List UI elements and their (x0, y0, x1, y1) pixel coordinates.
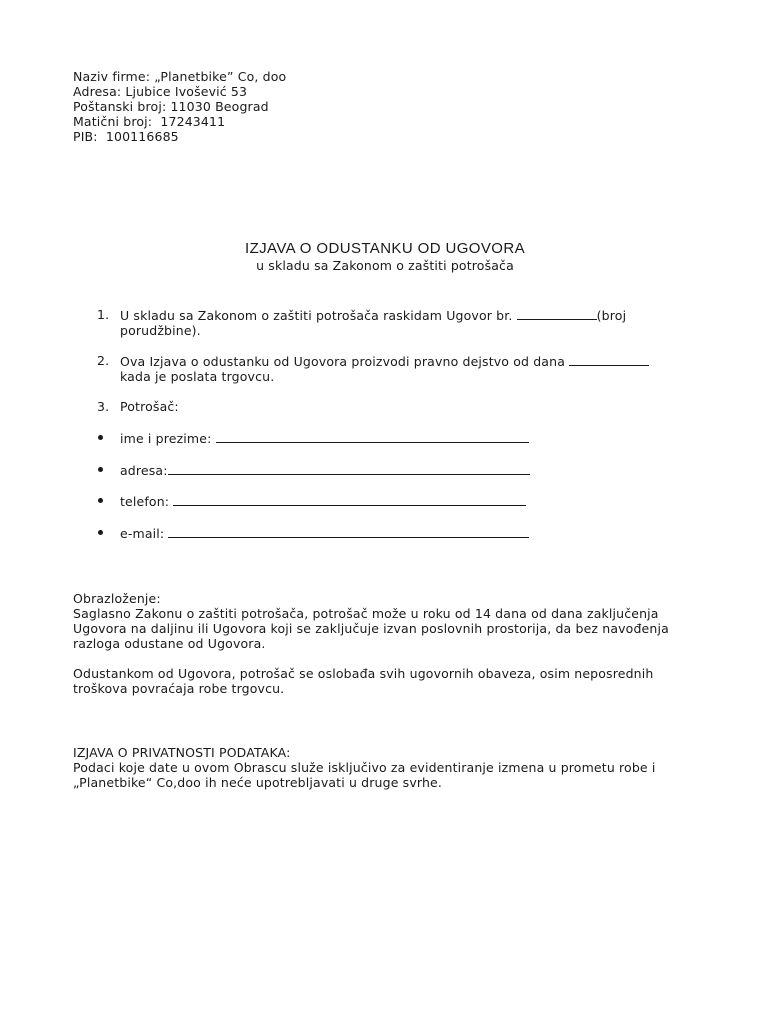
item-text: Potrošač: (120, 399, 179, 414)
explanation-section (73, 591, 669, 651)
explanation-text: Ugovora na daljinu ili Ugovora koji se zaključuje izvan poslovnih prostorija, da bez navođenja (73, 621, 669, 636)
company-name: Naziv firme: „Planetbike” Co, doo (73, 69, 287, 84)
privacy-heading: IZJAVA O PRIVATNOSTI PODATAKA: (73, 745, 291, 760)
bullet-icon (98, 498, 103, 503)
bullet-icon (98, 435, 103, 440)
company-pib: PIB: 100116685 (73, 129, 179, 144)
date-field[interactable] (569, 353, 649, 366)
document-subtitle: u skladu sa Zakonom o zaštiti potrošača (256, 258, 514, 273)
email-input-line[interactable] (168, 525, 529, 538)
field-label: ime i prezime: (120, 431, 216, 446)
bullet-icon (98, 530, 103, 535)
order-number-field[interactable] (517, 307, 597, 320)
document-title-block (0, 240, 770, 274)
item-number: 1. (97, 307, 110, 322)
item-text-suffix: (broj (596, 308, 627, 323)
privacy-text: „Planetbike“ Co,doo ih neće upotrebljavati u druge svrhe. (73, 775, 442, 790)
withdrawal-effect-paragraph (73, 666, 653, 696)
company-info (73, 69, 286, 144)
item-text-continued: porudžbine). (120, 323, 201, 338)
item-number: 3. (97, 399, 110, 414)
paragraph-text: Odustankom od Ugovora, potrošač se oslobađa svih ugovornih obaveza, osim neposrednih (73, 666, 654, 681)
explanation-text: razloga odustane od Ugovora. (73, 636, 266, 651)
paragraph-text: troškova povraćaja robe trgovcu. (73, 681, 285, 696)
document-title: IZJAVA O ODUSTANKU OD UGOVORA (245, 240, 525, 257)
explanation-text: Saglasno Zakonu o zaštiti potrošača, potrošač može u roku od 14 dana od dana zaključenja (73, 606, 659, 621)
name-input-line[interactable] (216, 430, 529, 443)
phone-input-line[interactable] (173, 493, 526, 506)
bullet-icon (98, 467, 103, 472)
company-postal: Poštanski broj: 11030 Beograd (73, 99, 269, 114)
privacy-text: Podaci koje date u ovom Obrascu služe isključivo za evidentiranje izmena u prometu robe i (73, 760, 656, 775)
item-text: Ova Izjava o odustanku od Ugovora proizvodi pravno dejstvo od dana (120, 354, 570, 369)
company-address: Adresa: Ljubice Ivošević 53 (73, 84, 248, 99)
field-label: telefon: (120, 494, 174, 509)
item-text: U skladu sa Zakonom o zaštiti potrošača raskidam Ugovor br. (120, 308, 517, 323)
item-text-continued: kada je poslata trgovcu. (120, 369, 275, 384)
privacy-section (73, 745, 656, 790)
company-registration-number: Matični broj: 17243411 (73, 114, 226, 129)
field-label: adresa: (120, 463, 168, 478)
field-label: e-mail: (120, 526, 169, 541)
item-number: 2. (97, 353, 110, 368)
explanation-heading: Obrazloženje: (73, 591, 161, 606)
address-input-line[interactable] (168, 462, 530, 475)
